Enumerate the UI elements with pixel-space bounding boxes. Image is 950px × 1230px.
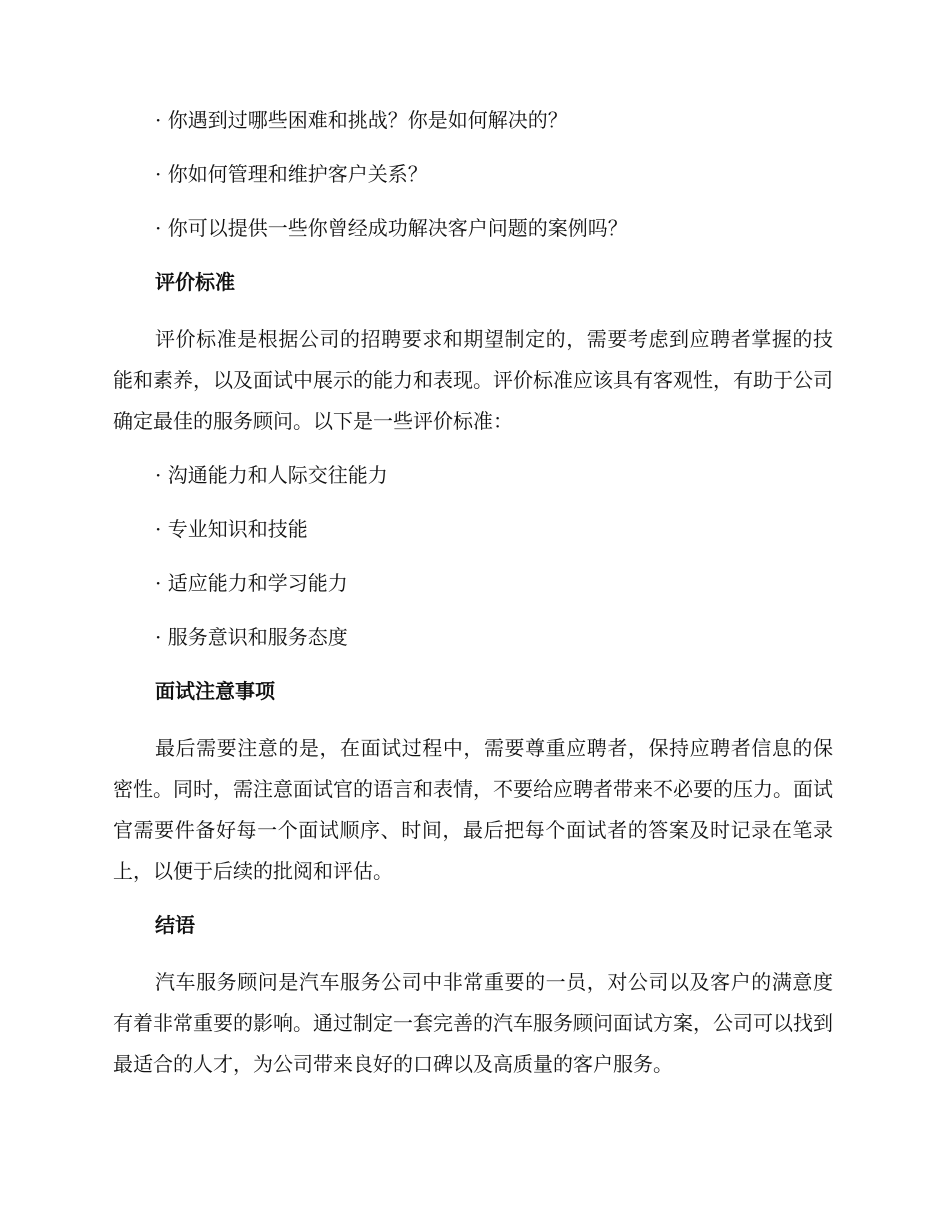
criteria-item: · 沟通能力和人际交往能力 — [155, 463, 388, 487]
question-item: · 你可以提供一些你曾经成功解决客户问题的案例吗？ — [155, 216, 628, 240]
criteria-item: · 专业知识和技能 — [155, 517, 308, 541]
conclusion-paragraph: 汽车服务顾问是汽车服务公司中非常重要的一员，对公司以及客户的满意度有着非常重要的影响。通过制定一套完善的汽车服务顾问面试方案，公司可以找到最适合的人才，为公司带来良好的口碑以及高质量的客户服务。 — [113, 970, 833, 1076]
evaluation-paragraph: 评价标准是根据公司的招聘要求和期望制定的，需要考虑到应聘者掌握的技能和素养，以及面试中展示的能力和表现。评价标准应该具有客观性，有助于公司确定最佳的服务顾问。以下是一些评价标准： — [113, 327, 833, 433]
notes-paragraph: 最后需要注意的是，在面试过程中，需要尊重应聘者，保持应聘者信息的保密性。同时，需注意面试官的语言和表情，不要给应聘者带来不必要的压力。面试官需要件备好每一个面试顺序、时间，最后把每个面试者的答案及时记录在笔录上，以便于后续的批阅和评估。 — [113, 736, 833, 883]
section-heading-notes: 面试注意事项 — [155, 679, 275, 703]
document-body — [113, 103, 833, 1101]
criteria-item: · 服务意识和服务态度 — [155, 625, 348, 649]
section-heading-evaluation: 评价标准 — [155, 270, 235, 294]
criteria-item: · 适应能力和学习能力 — [155, 571, 348, 595]
question-item: · 你如何管理和维护客户关系？ — [155, 162, 428, 186]
section-heading-conclusion: 结语 — [155, 913, 195, 937]
question-item: · 你遇到过哪些困难和挑战？你是如何解决的？ — [155, 108, 568, 132]
